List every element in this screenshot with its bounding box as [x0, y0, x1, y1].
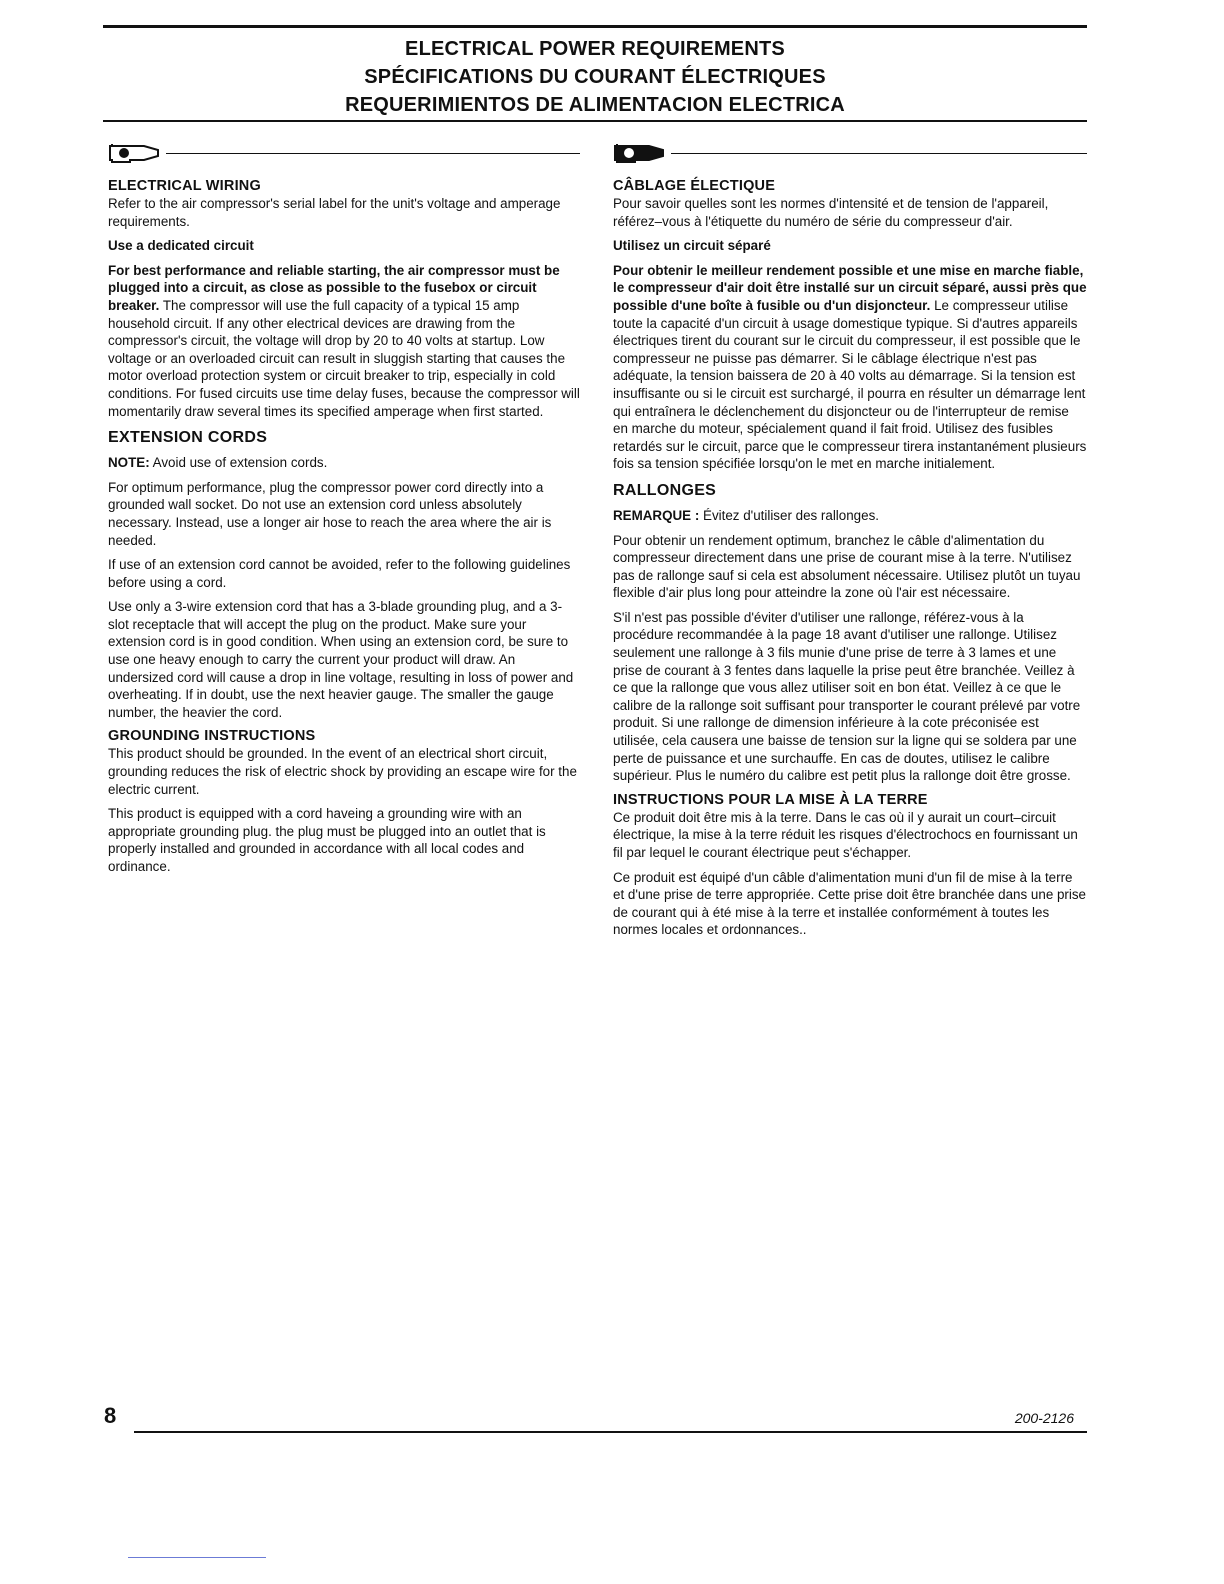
note-text: Avoid use of extension cords. [149, 455, 328, 471]
grounding-heading: INSTRUCTIONS POUR LA MISE À LA TERRE [613, 791, 928, 808]
english-column [108, 140, 580, 883]
dedicated-circuit-bold: Pour obtenir le meilleur rendement possible et une mise en marche fiable, le compresseur d'air doit être installé sur un circuit séparé, aussi près que possible d'une boîte à fusible ou d'un disjoncteur. [613, 262, 1087, 313]
note-paragraph [108, 454, 580, 472]
grounding-paragraph-2: Ce produit est équipé d'un câble d'alimentation muni d'un fil de mise à la terre et d'une prise de terre appropriée. Cette prise doit être branchée dans une prise de courant qui à été mise à la terre et installée conformément à toutes les normes locales et ordonnances.. [613, 869, 1087, 938]
grounding-heading: GROUNDING INSTRUCTIONS [108, 728, 316, 745]
note-text: Évitez d'utiliser des rallonges. [699, 507, 879, 523]
wiring-heading: ELECTRICAL WIRING [108, 178, 261, 194]
french-column [613, 140, 1087, 946]
top-rule [103, 25, 1087, 28]
dedicated-circuit-text: The compressor will use the full capacity of a typical 15 amp household circuit. If any other electrical devices are drawing from the compressor's circuit, the voltage will drop by 20 to 40 volts at startup. Low voltage or an overloaded circuit can result in sluggish starting that causes the motor overload protection system or circuit breaker to trip, especially in cold conditions. For fused circuits use time delay fuses, because the compressor will momentarily draw several times its specified amperage when first started. [108, 297, 580, 419]
extension-cords-heading: EXTENSION CORDS [108, 429, 268, 447]
extension-paragraph-2: If use of an extension cord cannot be avoided, refer to the following guidelines before using a cord. [108, 557, 571, 590]
footer-rule [134, 1431, 1087, 1433]
title-french: SPÉCIFICATIONS DU COURANT ÉLECTRIQUES [364, 66, 826, 88]
scan-artifact-line [128, 1557, 266, 1558]
wiring-heading: CÂBLAGE ÉLECTIQUE [613, 178, 776, 194]
dedicated-circuit-paragraph [613, 262, 1087, 473]
french-icon-row [613, 140, 1087, 166]
icon-divider-line [166, 153, 580, 154]
note-label: NOTE: [108, 455, 150, 471]
grounding-paragraph-2: This product is equipped with a cord haveing a grounding wire with an appropriate grounding plug. the plug must be plugged into an outlet that is properly installed and grounded in accordance with all local codes and ordinance. [108, 806, 546, 874]
dedicated-circuit-bold: For best performance and reliable starting, the air compressor must be plugged into a circuit, as close as possible to the fusebox or circuit breaker. [108, 262, 560, 313]
extension-paragraph-3: Use only a 3-wire extension cord that has a 3-blade grounding plug, and a 3-slot receptacle that will accept the plug on the product. Make sure your extension cord is in good condition. When using an extension cord, be sure to use one heavy enough to carry the current your product will draw. An undersized cord will cause a drop in line voltage, resulting in loss of power and overheating. If in doubt, use the next heavier gauge. The smaller the gauge number, the heavier the cord. [108, 599, 574, 720]
title-spanish: REQUERIMIENTOS DE ALIMENTACION ELECTRICA [345, 94, 845, 116]
wiring-intro: Refer to the air compressor's serial label for the unit's voltage and amperage requirements. [108, 196, 561, 229]
extension-paragraph-2: S'il n'est pas possible d'éviter d'utiliser une rallonge, référez-vous à la procédure recommandée à la page 18 avant d'utiliser une rallonge. Utilisez seulement une rallonge à 3 fils munie d'une prise de terre à 3 lames et une prise de courant à 3 fentes dans laquelle la prise peut être branchée. Veillez à ce que la rallonge que vous allez utiliser soit en bon état. Veillez à ce que le calibre de la rallonge soit suffisant pour transporter le courant prélevé par votre produit. Si une rallonge de dimension inférieure à la cote préconisée est utilisée, cela causera une baisse de tension sur la ligne qui se soldera par une perte de puissance et une surchauffe. En cas de doutes, utilisez le calibre supérieur. Plus le numéro du calibre est petit plus la rallonge doit être grosse. [613, 609, 1081, 784]
title-rule [103, 120, 1087, 122]
page-title-block [103, 35, 1087, 119]
extension-cords-heading: RALLONGES [613, 481, 717, 499]
grounding-paragraph-1: This product should be grounded. In the event of an electrical short circuit, grounding reduces the risk of electric shock by providing an escape wire for the electric current. [108, 746, 577, 797]
dedicated-circuit-paragraph [108, 262, 580, 420]
dedicated-circuit-label: Utilisez un circuit séparé [613, 238, 771, 254]
extension-paragraph-1: Pour obtenir un rendement optimum, branchez le câble d'alimentation du compresseur directement dans une prise de courant mise à la terre. N'utilisez pas de rallonge sauf si cela est absolument nécessaire. Utilisez plutôt un tuyau flexible d'air plus long pour atteindre la zone où l'air est nécessaire. [613, 532, 1081, 601]
plug-outline-icon [108, 140, 160, 166]
note-label: REMARQUE : [613, 507, 700, 523]
extension-paragraph-1: For optimum performance, plug the compressor power cord directly into a grounded wall socket. Do not use an extension cord unless absolutely necessary. Instead, use a longer air hose to reach the area where the air is needed. [108, 479, 552, 548]
icon-divider-line [671, 153, 1087, 154]
note-paragraph [613, 507, 1087, 525]
title-english: ELECTRICAL POWER REQUIREMENTS [405, 38, 785, 60]
grounding-paragraph-1: Ce produit doit être mis à la terre. Dans le cas où il y aurait un court–circuit électrique, la mise à la terre réduit les risques d'électrochocs en fournissant un fil par lequel le courant électrique peut s'échapper. [613, 809, 1078, 860]
wiring-intro: Pour savoir quelles sont les normes d'intensité et de tension de l'appareil, référez–vous à l'étiquette du numéro de série du compresseur d'air. [613, 196, 1049, 229]
document-code: 200-2126 [1014, 1410, 1074, 1426]
page-number: 8 [104, 1403, 117, 1428]
dedicated-circuit-label: Use a dedicated circuit [108, 238, 254, 254]
dedicated-circuit-text: Le compresseur utilise toute la capacité d'un circuit à usage domestique typique. Si d'autres appareils électriques tirent du courant sur le circuit du compresseur, il est possible que le compresseur ne puisse pas démarrer. Si le câblage électrique n'est pas adéquate, la tension baissera de 20 à 40 volts au démarrage. Si la tension est insuffisante ou si le circuit est surchargé, il pourra en résulter un démarrage lent qui entraînera le déclenchement du disjoncteur ou de l'interrupteur de remise en marche du moteur, spécialement quand il fait froid. Utilisez des fusibles retardés sur le circuit, parce que le compresseur tirera instantanément plusieurs fois sa tension spécifiée lorsqu'on le met en marche initialement. [613, 297, 1087, 472]
english-icon-row [108, 140, 580, 166]
plug-solid-icon [613, 140, 665, 166]
